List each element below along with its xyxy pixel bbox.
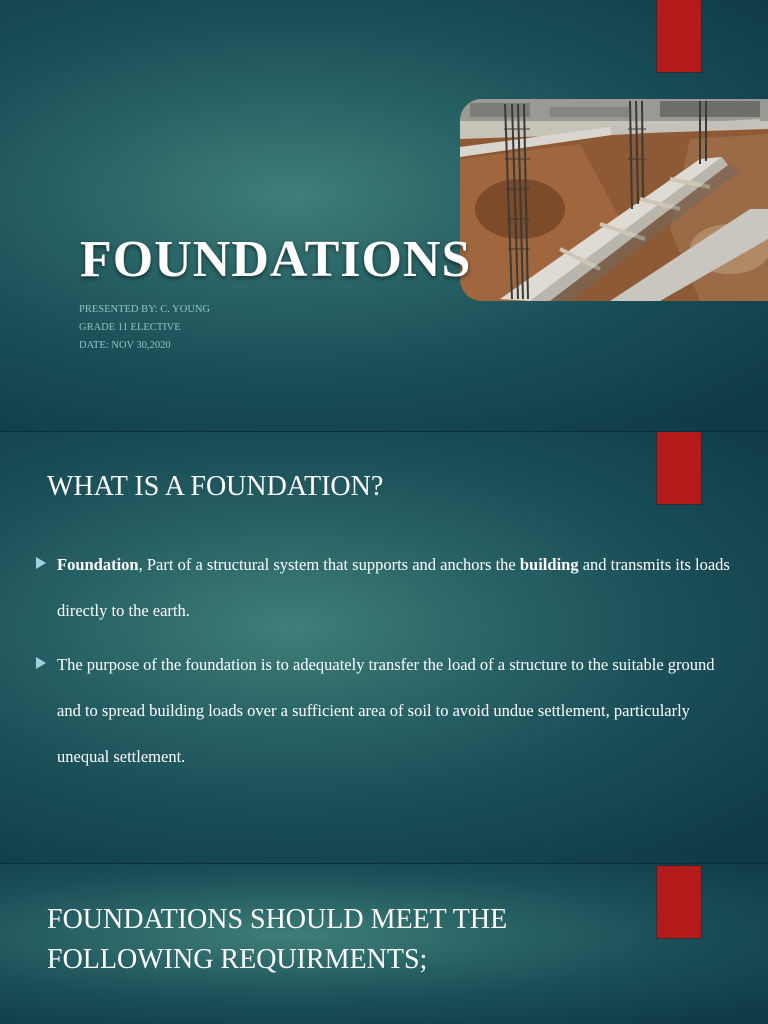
triangle-right-icon xyxy=(36,657,46,669)
bullet-1-text-a: , Part of a structural system that supports and anchors the xyxy=(138,555,520,574)
grade-line: GRADE 11 ELECTIVE xyxy=(79,322,181,333)
triangle-right-icon xyxy=(36,557,46,569)
bullet-1-text-b: and transmits its loads directly to the earth. xyxy=(57,555,730,620)
accent-bar xyxy=(657,0,701,72)
heading-line-2: FOLLOWING REQUIRMENTS; xyxy=(47,944,428,975)
slide-heading xyxy=(47,900,507,980)
accent-bar xyxy=(657,866,701,938)
slide-heading: WHAT IS A FOUNDATION? xyxy=(47,471,384,502)
keyword-building: building xyxy=(519,555,579,574)
construction-photo-image xyxy=(460,99,768,301)
slide-requirements xyxy=(0,864,768,1024)
date-line: DATE: NOV 30,2020 xyxy=(79,340,171,351)
heading-line-1: FOUNDATIONS SHOULD MEET THE xyxy=(47,904,508,935)
bullet-text-1 xyxy=(57,542,737,634)
accent-bar xyxy=(657,432,701,504)
presenter-line: PRESENTED BY: C. YOUNG xyxy=(79,304,211,315)
slide-title-text: FOUNDATIONS xyxy=(80,231,472,288)
slide-definition xyxy=(0,432,768,864)
bullet-text-2: The purpose of the foundation is to adequately transfer the load of a structure to the suitable ground and to spread building loads over a sufficient area of soil to avoid undue settlement, particularly unequal settlement. xyxy=(57,655,715,766)
construction-photo xyxy=(460,99,768,301)
term-foundation: Foundation xyxy=(57,555,139,574)
slide-title xyxy=(0,0,768,432)
